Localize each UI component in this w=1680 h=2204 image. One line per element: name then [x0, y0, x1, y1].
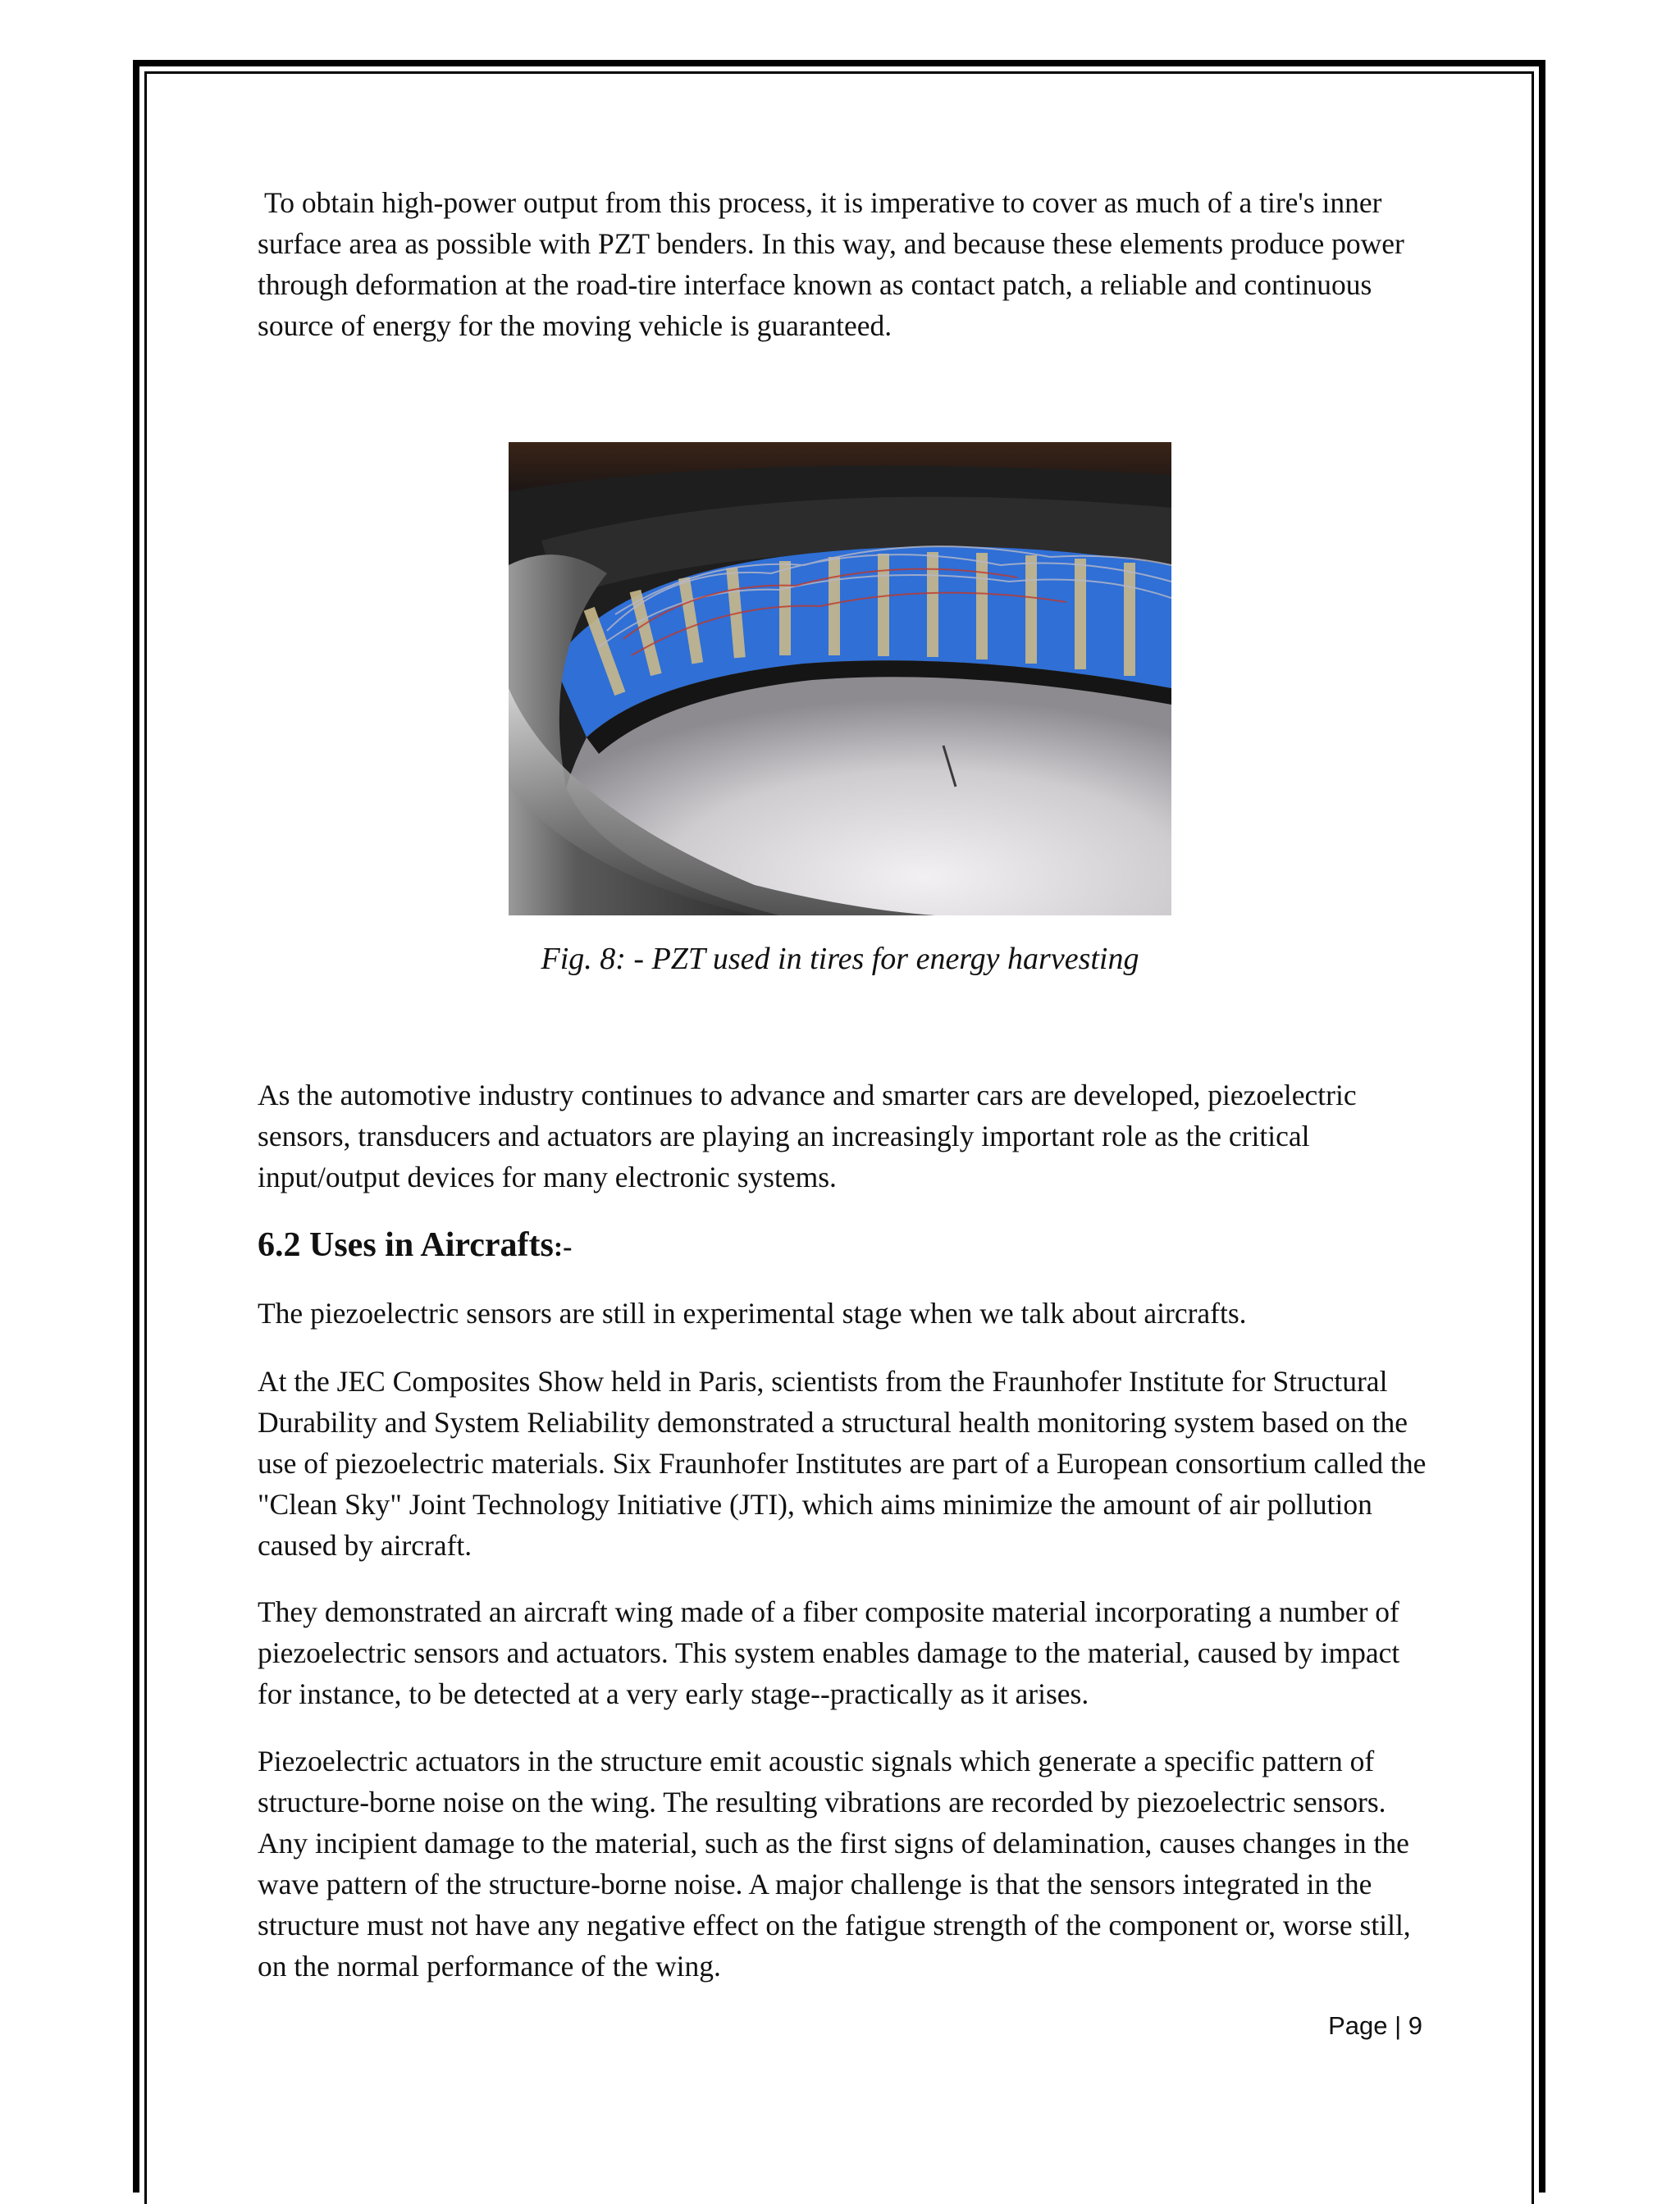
automotive-paragraph: As the automotive industry continues to advance and smarter cars are developed, piezoelectric sensors, transducers and actuators are playing an increasingly important role as the critical input/output devices for many electronic systems. [258, 1079, 1357, 1193]
section-heading [258, 1225, 1431, 1268]
aircraft-paragraph-3: They demonstrated an aircraft wing made of a fiber composite material incorporating a number of piezoelectric sensors and actuators. This system enables damage to the material, caused by impact for instance, to be detected at a very early stage--practically as it arises. [258, 1595, 1400, 1710]
figure-caption: Fig. 8: - PZT used in tires for energy harvesting [541, 942, 1139, 976]
aircraft-paragraph-2: At the JEC Composites Show held in Paris, scientists from the Fraunhofer Institute for Structural Durability and System Reliability demonstrated a structural health monitoring system based on the use of piezoelectric materials. Six Fraunhofer Institutes are part of a European consortium called the "Clean Sky" Joint Technology Initiative (JTI), which aims minimize the amount of air pollution caused by aircraft. [258, 1365, 1427, 1562]
aircraft-paragraph-4: Piezoelectric actuators in the structure emit acoustic signals which generate a specific pattern of structure-borne noise on the wing. The resulting vibrations are recorded by piezoelectric sensors. Any incipient damage to the material, such as the first signs of delamination, causes changes in the wave pattern of the structure-borne noise. A major challenge is that the sensors integrated in the structure must not have any negative effect on the fatigue strength of the component or, worse still, on the normal performance of the wing. [258, 1745, 1411, 1983]
intro-paragraph: To obtain high-power output from this process, it is imperative to cover as much of a tire's inner surface area as possible with PZT benders. In this way, and because these elements produce power through deformation at the road-tire interface known as contact patch, a reliable and continuous source of energy for the moving vehicle is guaranteed. [258, 186, 1404, 342]
section-heading-suffix: :- [553, 1232, 573, 1262]
tire-pzt-figure [509, 442, 1171, 915]
tire-with-pzt-strips-photo-icon [509, 442, 1171, 915]
page-number: Page | 9 [1328, 2011, 1422, 2040]
section-heading-text: 6.2 Uses in Aircrafts [258, 1226, 554, 1264]
aircraft-paragraph-1: The piezoelectric sensors are still in experimental stage when we talk about aircrafts. [258, 1297, 1247, 1330]
